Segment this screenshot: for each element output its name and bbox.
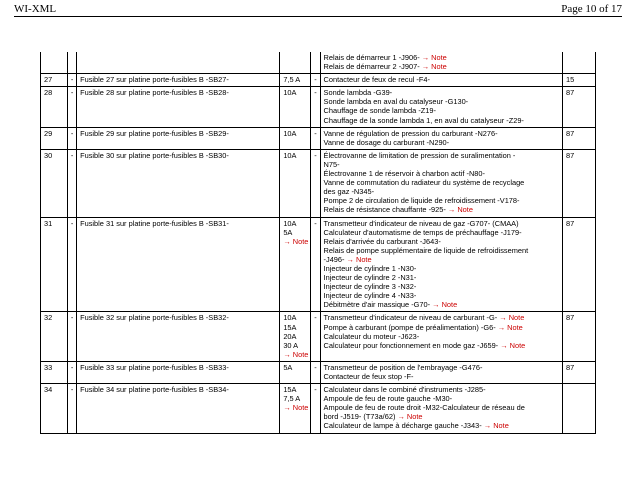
consumer-item [324,88,559,97]
note-link[interactable]: → Note [283,403,309,413]
consumer-item-text: Transmetteur d'indicateur de niveau de carburant -G- [323,313,498,323]
consumer-item [324,237,559,246]
fuse-name: Fusible 27 sur platine porte-fusibles B -SB27- [77,74,280,87]
separator: - [311,361,320,383]
fuse-number: 34 [41,384,68,433]
consumer-item-text: Calculateur du moteur -J623- [323,331,420,341]
note-link[interactable]: → Note [419,62,447,72]
separator [67,52,76,74]
consumer-item [324,282,559,291]
fuse-rating [280,87,311,127]
note-link[interactable]: → Note [283,349,309,359]
consumer-item [324,228,559,237]
consumer-item [324,187,559,196]
rating-line-text: 15A [283,322,297,332]
rating-line [283,237,307,246]
consumer-item [324,332,559,341]
fuse-table [40,52,596,434]
rating-line-text: 15A [283,385,297,395]
note-link[interactable]: → Note [395,412,423,422]
consumer-item [324,264,559,273]
rating-line-text: 10A [283,128,297,138]
consumer-item [324,372,559,381]
consumer-item-text: Injecteur de cylindre 1 -N30- [323,263,417,273]
fuse-name: Fusible 33 sur platine porte-fusibles B -SB33- [77,361,280,383]
terminal-code: 15 [562,74,595,87]
note-link[interactable]: → Note [445,205,473,215]
consumer-item-text: Relais de démarreur 1 -J906- [323,53,420,62]
consumer-item-text: Calculateur dans le combiné d'instruments -J285- [323,385,486,395]
consumer-item-text: Relais de démarreur 2 -J907- [323,62,420,72]
separator: - [67,127,76,149]
fuse-rating [280,74,311,87]
fuse-number: 27 [41,74,68,87]
rating-line-text: 10A [283,150,297,160]
rating-line-text: 7,5 A [283,75,301,85]
separator: - [311,127,320,149]
table-row [41,127,596,149]
fuse-number: 31 [41,217,68,312]
consumer-item-text: Électrovanne de limitation de pression de suralimentation - [323,150,516,160]
header-divider [14,16,622,17]
consumer-item-text: Sonde lambda en aval du catalyseur -G130- [323,97,469,107]
rating-line [283,151,307,160]
consumer-item-text: Vanne de régulation de pression du carburant -N276- [323,128,498,138]
consumer-item [324,385,559,394]
consumer-item [324,196,559,205]
rating-line [283,394,307,403]
consumer-item-text: Ampoule de feu de route droit -M32-Calculateur de réseau de [323,403,525,413]
consumer-item-text: Relais d'arrivée du carburant -J643- [323,236,441,246]
consumer-item [324,75,559,84]
separator: - [67,361,76,383]
fuse-number: 30 [41,149,68,217]
consumer-item [324,323,559,332]
consumer-item [324,62,559,71]
consumer-item [324,129,559,138]
consumer-item [324,300,559,309]
rating-line-text: 5A [283,227,293,237]
note-link[interactable]: → Note [497,313,525,323]
fuse-rating [280,384,311,433]
rating-line [283,219,307,228]
consumer-item [324,246,559,255]
separator: - [311,312,320,361]
note-link[interactable]: → Note [495,322,523,332]
consumer-item-text: Transmetteur de position de l'embrayage -G476- [323,362,483,372]
fuse-number: 29 [41,127,68,149]
fuse-name: Fusible 32 sur platine porte-fusibles B -SB32- [77,312,280,361]
rating-line-text: 10A [283,313,297,323]
terminal-code: 87 [562,217,595,312]
rating-line [283,313,307,322]
consumer-item-text: Contacteur de feux de recul -F4- [323,75,430,85]
table-row [41,149,596,217]
consumer-list [320,217,562,312]
consumer-item-text: Débitmètre d'air massique -G70- [323,300,431,310]
consumer-item-text: Contacteur de feux stop -F- [323,372,414,381]
fuse-number: 28 [41,87,68,127]
consumer-item-text: Injecteur de cylindre 3 -N32- [323,282,417,292]
separator: - [67,87,76,127]
terminal-code: 87 [562,87,595,127]
terminal-code: 87 [562,312,595,361]
consumer-list [320,52,562,74]
rating-line-text: 30 A [283,340,299,350]
rating-line [283,332,307,341]
consumer-item [324,313,559,322]
separator: - [67,149,76,217]
fuse-rating [280,127,311,149]
page-header [0,0,634,16]
rating-line [283,403,307,412]
consumer-item [324,97,559,106]
fuse-name: Fusible 31 sur platine porte-fusibles B -SB31- [77,217,280,312]
consumer-item [324,363,559,372]
fuse-name: Fusible 29 sur platine porte-fusibles B -SB29- [77,127,280,149]
rating-line [283,350,307,359]
consumer-item [324,219,559,228]
consumer-item-text: Pompe 2 de circulation de liquide de refroidissement -V178- [323,196,520,206]
fuse-name: Fusible 28 sur platine porte-fusibles B -SB28- [77,87,280,127]
rating-line [283,323,307,332]
fuse-rating [280,149,311,217]
terminal-code: 87 [562,127,595,149]
rating-line [283,88,307,97]
consumer-item-text: Ampoule de feu de route gauche -M30- [323,394,453,404]
table-row [41,217,596,312]
consumer-item-text: Transmetteur d'indicateur de niveau de gaz -G707- (CMAA) [323,218,519,228]
fuse-number: 33 [41,361,68,383]
consumer-item-text: N75- [323,159,340,169]
consumer-item [324,53,559,62]
consumer-item [324,116,559,125]
rating-line [283,129,307,138]
consumer-item [324,341,559,350]
consumer-item-text: Calculateur d'automatisme de temps de préchauffage -J179- [323,227,522,237]
table-row [41,384,596,433]
note-link[interactable]: → Note [481,421,509,431]
consumer-item-text: Chauffage de sonde lambda -Z19- [323,106,436,116]
table-row [41,52,596,74]
note-link[interactable]: → Note [283,236,309,246]
separator: - [311,217,320,312]
rating-line-text: 20A [283,331,297,341]
separator: - [67,312,76,361]
rating-line [283,75,307,84]
fuse-rating [280,52,311,74]
table-row [41,361,596,383]
separator: - [67,384,76,433]
separator: - [311,87,320,127]
terminal-code [562,384,595,433]
consumer-item [324,394,559,403]
terminal-code: 87 [562,361,595,383]
header-title: WI-XML [14,3,57,15]
consumer-item-text: Vanne de commutation du radiateur du système de recyclage [323,178,525,188]
note-link[interactable]: → Note [419,53,447,62]
consumer-item-text: -J496- [323,254,345,264]
rating-line-text: 10A [283,218,297,228]
consumer-list [320,127,562,149]
note-link[interactable]: → Note [344,254,372,264]
consumer-item [324,421,559,430]
consumer-list [320,87,562,127]
separator: - [311,384,320,433]
consumer-item-text: Injecteur de cylindre 4 -N33- [323,291,417,301]
rating-line [283,363,307,372]
consumer-item-text: Vanne de dosage du carburant -N290- [323,137,450,147]
consumer-item-text: Sonde lambda -G39- [323,88,393,98]
fuse-rating [280,312,311,361]
consumer-item [324,273,559,282]
fuse-name: Fusible 30 sur platine porte-fusibles B -SB30- [77,149,280,217]
fuse-number: 32 [41,312,68,361]
consumer-item [324,151,559,160]
consumer-item [324,205,559,214]
table-row [41,87,596,127]
rating-line [283,341,307,350]
terminal-code: 87 [562,149,595,217]
consumer-item-text: Injecteur de cylindre 2 -N31- [323,273,417,283]
note-link[interactable]: → Note [430,300,458,310]
consumer-list [320,361,562,383]
consumer-item [324,106,559,115]
fuse-number [41,52,68,74]
consumer-list [320,384,562,433]
consumer-item-text: Relais de résistance chauffante -925- [323,205,446,215]
fuse-name: Fusible 34 sur platine porte-fusibles B -SB34- [77,384,280,433]
consumer-list [320,312,562,361]
note-link[interactable]: → Note [498,340,526,350]
consumer-item-text: Chauffage de la sonde lambda 1, en aval du catalyseur -Z29- [323,115,524,125]
rating-line-text: 10A [283,88,297,98]
consumer-item-text: Calculateur de lampe à décharge gauche -J343- [323,421,482,431]
consumer-item-text: des gaz -N345- [323,187,375,197]
consumer-item-text: Calculateur pour fonctionnement en mode gaz -J659- [323,340,499,350]
consumer-item [324,291,559,300]
fuse-name [77,52,280,74]
separator: - [311,149,320,217]
table-row [41,312,596,361]
consumer-item [324,412,559,421]
separator: - [67,74,76,87]
consumer-item-text: Pompe à carburant (pompe de préalimentation) -G6- [323,322,496,332]
consumer-item-text: Relais de pompe supplémentaire de liquide de refroidissement [323,245,529,255]
consumer-item [324,169,559,178]
separator [311,52,320,74]
page-number: Page 10 of 17 [561,3,622,15]
consumer-item [324,160,559,169]
rating-line-text: 7,5 A [283,394,301,404]
consumer-item [324,178,559,187]
table-row [41,74,596,87]
rating-line-text: 5A [283,362,293,372]
separator: - [67,217,76,312]
consumer-item [324,403,559,412]
rating-line [283,385,307,394]
terminal-code [562,52,595,74]
consumer-item-text: bord -J519- (T73a/62) [323,412,396,422]
consumer-item [324,138,559,147]
consumer-list [320,74,562,87]
consumer-item [324,255,559,264]
consumer-list [320,149,562,217]
separator: - [311,74,320,87]
rating-line [283,228,307,237]
fuse-rating [280,361,311,383]
consumer-item-text: Électrovanne 1 de réservoir à charbon actif -N80- [323,169,485,179]
fuse-rating [280,217,311,312]
